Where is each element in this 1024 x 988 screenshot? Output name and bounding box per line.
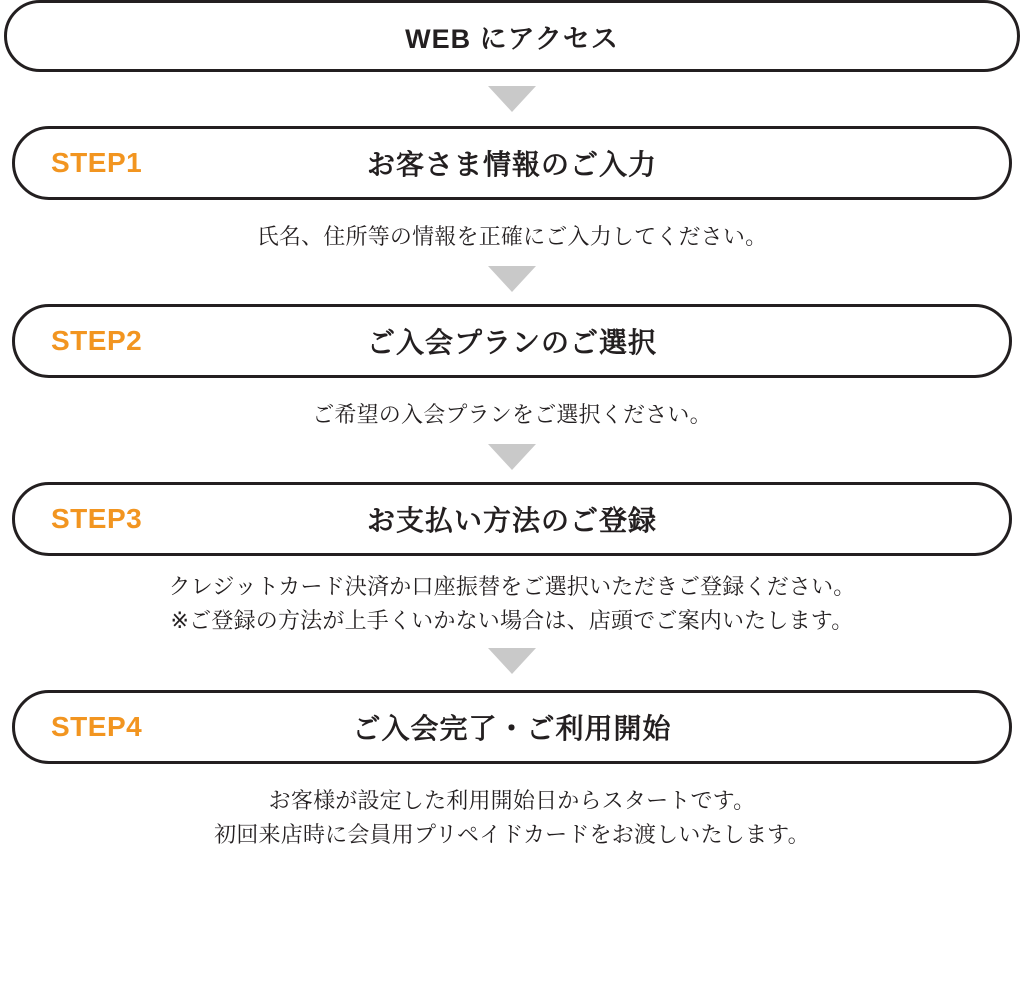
step-title-1: お客さま情報のご入力 (366, 149, 657, 180)
step-description-2-line-1: ご希望の入会プランをご選択ください。 (312, 402, 712, 428)
step-title-2: ご入会プランのご選択 (366, 327, 657, 359)
step-box-4 (12, 690, 1012, 764)
step-box-1 (12, 126, 1012, 200)
step-label-3: STEP3 (51, 503, 143, 535)
spacer (0, 200, 1024, 220)
step-box-3 (12, 482, 1012, 556)
step-label-4: STEP4 (51, 711, 143, 743)
step-box-2 (12, 304, 1012, 378)
flow-header-title: WEB にアクセス (405, 23, 619, 54)
spacer (0, 112, 1024, 126)
spacer (0, 378, 1024, 398)
spacer (0, 638, 1024, 648)
step-description-2 (0, 398, 1024, 432)
spacer (0, 254, 1024, 266)
flow-arrow-1-icon (488, 86, 536, 112)
step-label-1: STEP1 (51, 147, 143, 178)
step-description-1-line-1: 氏名、住所等の情報を正確にご入力してください。 (256, 224, 768, 249)
step-description-4-line-2: 初回来店時に会員用プリペイドカードをお渡しいたします。 (214, 822, 810, 848)
spacer (0, 470, 1024, 482)
spacer (0, 432, 1024, 444)
spacer (0, 292, 1024, 304)
flow-arrow-4-icon (488, 648, 536, 674)
step-description-1 (0, 220, 1024, 254)
step-description-3-line-2: ※ご登録の方法が上手くいかない場合は、店頭でご案内いたします。 (170, 608, 854, 634)
spacer (0, 764, 1024, 784)
step-description-4-line-1: お客様が設定した利用開始日からスタートです。 (268, 788, 756, 814)
flow-arrow-3-icon (488, 444, 536, 470)
step-title-4: ご入会完了・ご利用開始 (352, 713, 672, 745)
spacer (0, 674, 1024, 690)
step-label-2: STEP2 (51, 325, 143, 357)
step-title-3: お支払い方法のご登録 (366, 505, 657, 537)
step-description-3-line-1: クレジットカード決済か口座振替をご選択いただきご登録ください。 (168, 574, 856, 600)
spacer (0, 556, 1024, 570)
spacer (0, 72, 1024, 86)
flow-arrow-2-icon (488, 266, 536, 292)
step-description-3 (0, 570, 1024, 638)
flow-header-box (4, 0, 1020, 72)
step-description-4 (0, 784, 1024, 852)
